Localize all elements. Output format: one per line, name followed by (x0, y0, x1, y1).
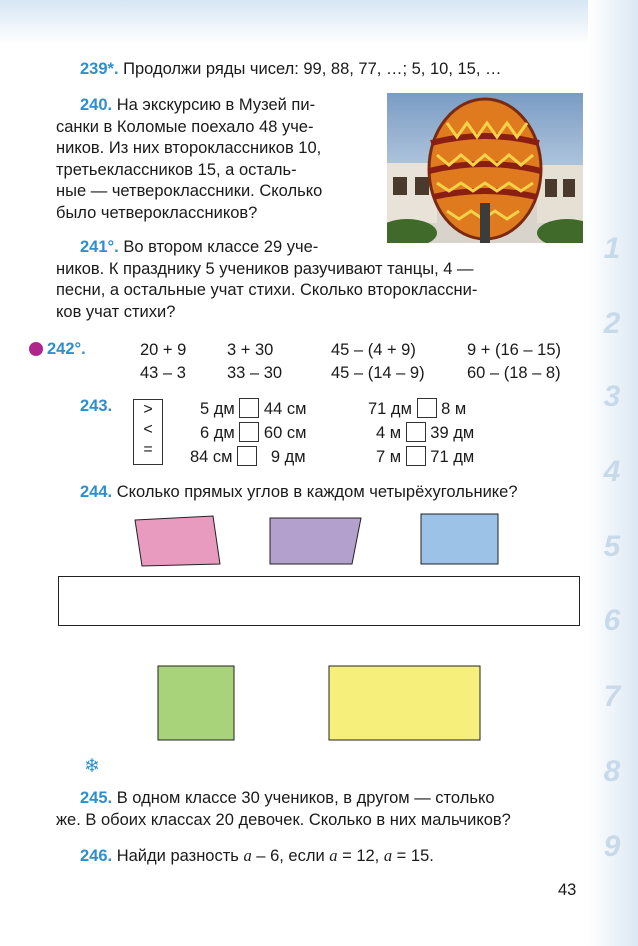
task-number: 244. (80, 483, 113, 501)
margin-digit: 1 (603, 232, 621, 265)
answer-box[interactable] (406, 446, 426, 466)
compare-row: 4 м 39 дм (376, 424, 475, 442)
sign-equal: = (143, 441, 153, 458)
margin-digit: 8 (603, 755, 621, 788)
purple-quadrilateral (270, 518, 361, 564)
margin-digit: 6 (603, 604, 621, 637)
pink-quadrilateral (135, 516, 220, 566)
expression: 60 – (18 – 8) (467, 364, 561, 382)
task-number: 242°. (47, 340, 86, 358)
sign-less: < (143, 421, 153, 438)
task-line: песни, а остальные учат стихи. Сколько второклассни- (56, 281, 478, 299)
task-line: санки в Коломые поехало 48 уче- (56, 117, 314, 136)
comparison-signs-box (133, 399, 163, 465)
task-line: В одном классе 30 учеников, в другом — столько (116, 789, 495, 807)
task-239 (80, 59, 590, 81)
answer-box[interactable] (417, 398, 437, 418)
answer-box[interactable] (406, 422, 426, 442)
rectangles (150, 662, 490, 742)
expression: 43 – 3 (140, 364, 186, 382)
margin-digit: 7 (603, 680, 621, 713)
yellow-rectangle (329, 666, 480, 740)
expression: 45 – (4 + 9) (331, 341, 416, 359)
margin-digit: 2 (603, 307, 621, 340)
task-number: 239*. (80, 60, 119, 78)
snowflake-icon: ❄ (84, 756, 100, 777)
compare-row: 5 дм 44 см (200, 400, 307, 418)
task-line: было четвероклассников? (56, 203, 258, 222)
task-text: Сколько прямых углов в каждом четырёхугольнике? (116, 483, 518, 501)
task-number: 246. (80, 847, 113, 865)
compare-row: 71 дм 8 м (368, 400, 467, 418)
task-245 (56, 788, 586, 831)
task-text: Продолжи ряды чисел: 99, 88, 77, …; 5, 10, 15, … (123, 60, 502, 78)
compare-row: 6 дм 60 см (200, 424, 307, 442)
expression: 3 + 30 (227, 341, 274, 359)
quadrilaterals (120, 508, 540, 570)
task-244 (80, 483, 518, 502)
task-number: 243. (80, 397, 113, 415)
task-line: На экскурсию в Музей пи- (116, 96, 316, 114)
task-line: третьеклассников 15, а осталь- (56, 160, 297, 179)
rule-box (58, 576, 580, 626)
task-line: же. В обоих классах 20 девочек. Сколько в них мальчиков? (56, 810, 511, 829)
blue-rectangle (421, 514, 498, 564)
task-242-label (29, 340, 86, 359)
task-line: ников. Из них второклассников 10, (56, 139, 322, 157)
task-number: 240. (80, 96, 113, 114)
pysanka-museum-image (387, 93, 583, 243)
task-line: Во втором классе 29 уче- (123, 238, 319, 256)
compare-row: 7 м 71 дм (376, 448, 475, 466)
perimeter-task (84, 755, 100, 778)
page-number: 43 (558, 881, 577, 899)
expression: 20 + 9 (140, 341, 187, 359)
task-246: 246. Найди разность а – 6, если а = 12, а = 15. (80, 846, 434, 865)
margin-digit: 3 (603, 380, 621, 413)
task-number: 245. (80, 789, 113, 807)
margin-digit: 5 (603, 530, 621, 563)
task-line: ников. К празднику 5 учеников разучивают танцы, 4 — (56, 259, 474, 278)
task-line: ков учат стихи? (56, 302, 176, 321)
green-square (158, 666, 234, 740)
margin-digit: 4 (603, 455, 621, 488)
task-line: ные — четвероклассники. Сколько (56, 182, 323, 200)
expression: 9 + (16 – 15) (467, 341, 562, 359)
task-number: 241°. (80, 238, 119, 256)
answer-box[interactable] (239, 422, 259, 442)
task-240 (56, 95, 378, 224)
top-band (0, 0, 638, 44)
expression: 33 – 30 (227, 364, 283, 382)
margin-digit: 9 (603, 830, 621, 863)
expression: 45 – (14 – 9) (331, 364, 425, 382)
museum-photo (387, 93, 583, 243)
compare-row: 84 см 9 дм (190, 448, 306, 466)
sign-greater: > (143, 401, 153, 418)
task-241 (56, 237, 586, 323)
answer-box[interactable] (237, 446, 257, 466)
bullet-dot-icon (29, 342, 43, 356)
answer-box[interactable] (239, 398, 259, 418)
